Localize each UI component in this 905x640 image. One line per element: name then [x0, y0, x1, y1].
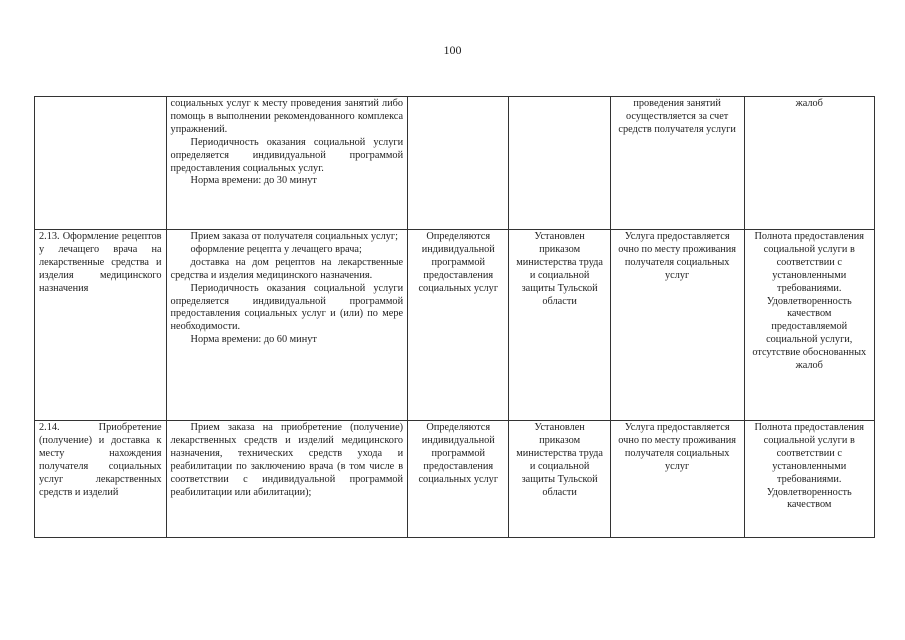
conditions-cell: Услуга предоставляется очно по месту проживания получателя социальных услуг [610, 421, 744, 538]
service-name-cell: 2.13. Оформление рецептов у лечащего врача на лекарственные средства и изделия медицинского назначения [35, 230, 167, 421]
service-name-cell: 2.14. Приобретение (получение) и доставка к месту нахождения получателя социальных услуг лекарственных средств и изделий [35, 421, 167, 538]
table-row [35, 230, 875, 421]
term-cell: Установлен приказом министерства труда и социальной защиты Тульской области [509, 421, 610, 538]
service-name-cell [35, 97, 167, 230]
service-content-cell [166, 230, 408, 421]
content-paragraph: Периодичность оказания социальной услуги определяется индивидуальной программой предоставления социальных услуг и (или) по мере необходимости. [170, 282, 404, 333]
content-paragraph: Прием заказа на приобретение (получение) лекарственных средств и изделий медицинского назначения, технических средств ухода и реабилитации по заключению врача (в том числе в соответствии с индивидуальной программой реабилитации или абилитации); [170, 422, 404, 498]
table-row [35, 421, 875, 538]
volume-cell: Определяются индивидуальной программой предоставления социальных услуг [408, 230, 509, 421]
quality-cell: Полнота предоставления социальной услуги в соответствии с установленными требованиями. Удовлетворенность качеством [744, 421, 875, 538]
quality-cell: Полнота предоставления социальной услуги в соответствии с установленными требованиями. Удовлетворенность качеством предоставляемой социальной услуги, отсутствие обоснованных жалоб [744, 230, 875, 421]
term-cell [509, 97, 610, 230]
conditions-cell: Услуга предоставляется очно по месту проживания получателя социальных услуг [610, 230, 744, 421]
service-content-cell [166, 421, 408, 538]
content-paragraph: Норма времени: до 60 минут [190, 334, 317, 346]
service-content-cell [166, 97, 408, 230]
term-cell: Установлен приказом министерства труда и социальной защиты Тульской области [509, 230, 610, 421]
conditions-cell: проведения занятий осуществляется за счет средств получателя услуги [610, 97, 744, 230]
content-paragraph: Норма времени: до 30 минут [190, 175, 317, 187]
content-paragraph: доставка на дом рецептов на лекарственные средства и изделия медицинского назначения. [170, 256, 404, 281]
quality-cell: жалоб [744, 97, 875, 230]
content-paragraph: Периодичность оказания социальной услуги определяется индивидуальной программой предоставления социальных услуг. [170, 136, 404, 174]
content-paragraph: оформление рецепта у лечащего врача; [190, 243, 362, 255]
volume-cell [408, 97, 509, 230]
table-row [35, 97, 875, 230]
content-paragraph: Прием заказа от получателя социальных услуг; [190, 231, 398, 242]
page-number: 100 [443, 43, 462, 57]
content-paragraph: социальных услуг к месту проведения занятий либо помощь в выполнении рекомендованного комплекса упражнений. [170, 98, 404, 135]
services-table [34, 96, 875, 538]
volume-cell: Определяются индивидуальной программой предоставления социальных услуг [408, 421, 509, 538]
